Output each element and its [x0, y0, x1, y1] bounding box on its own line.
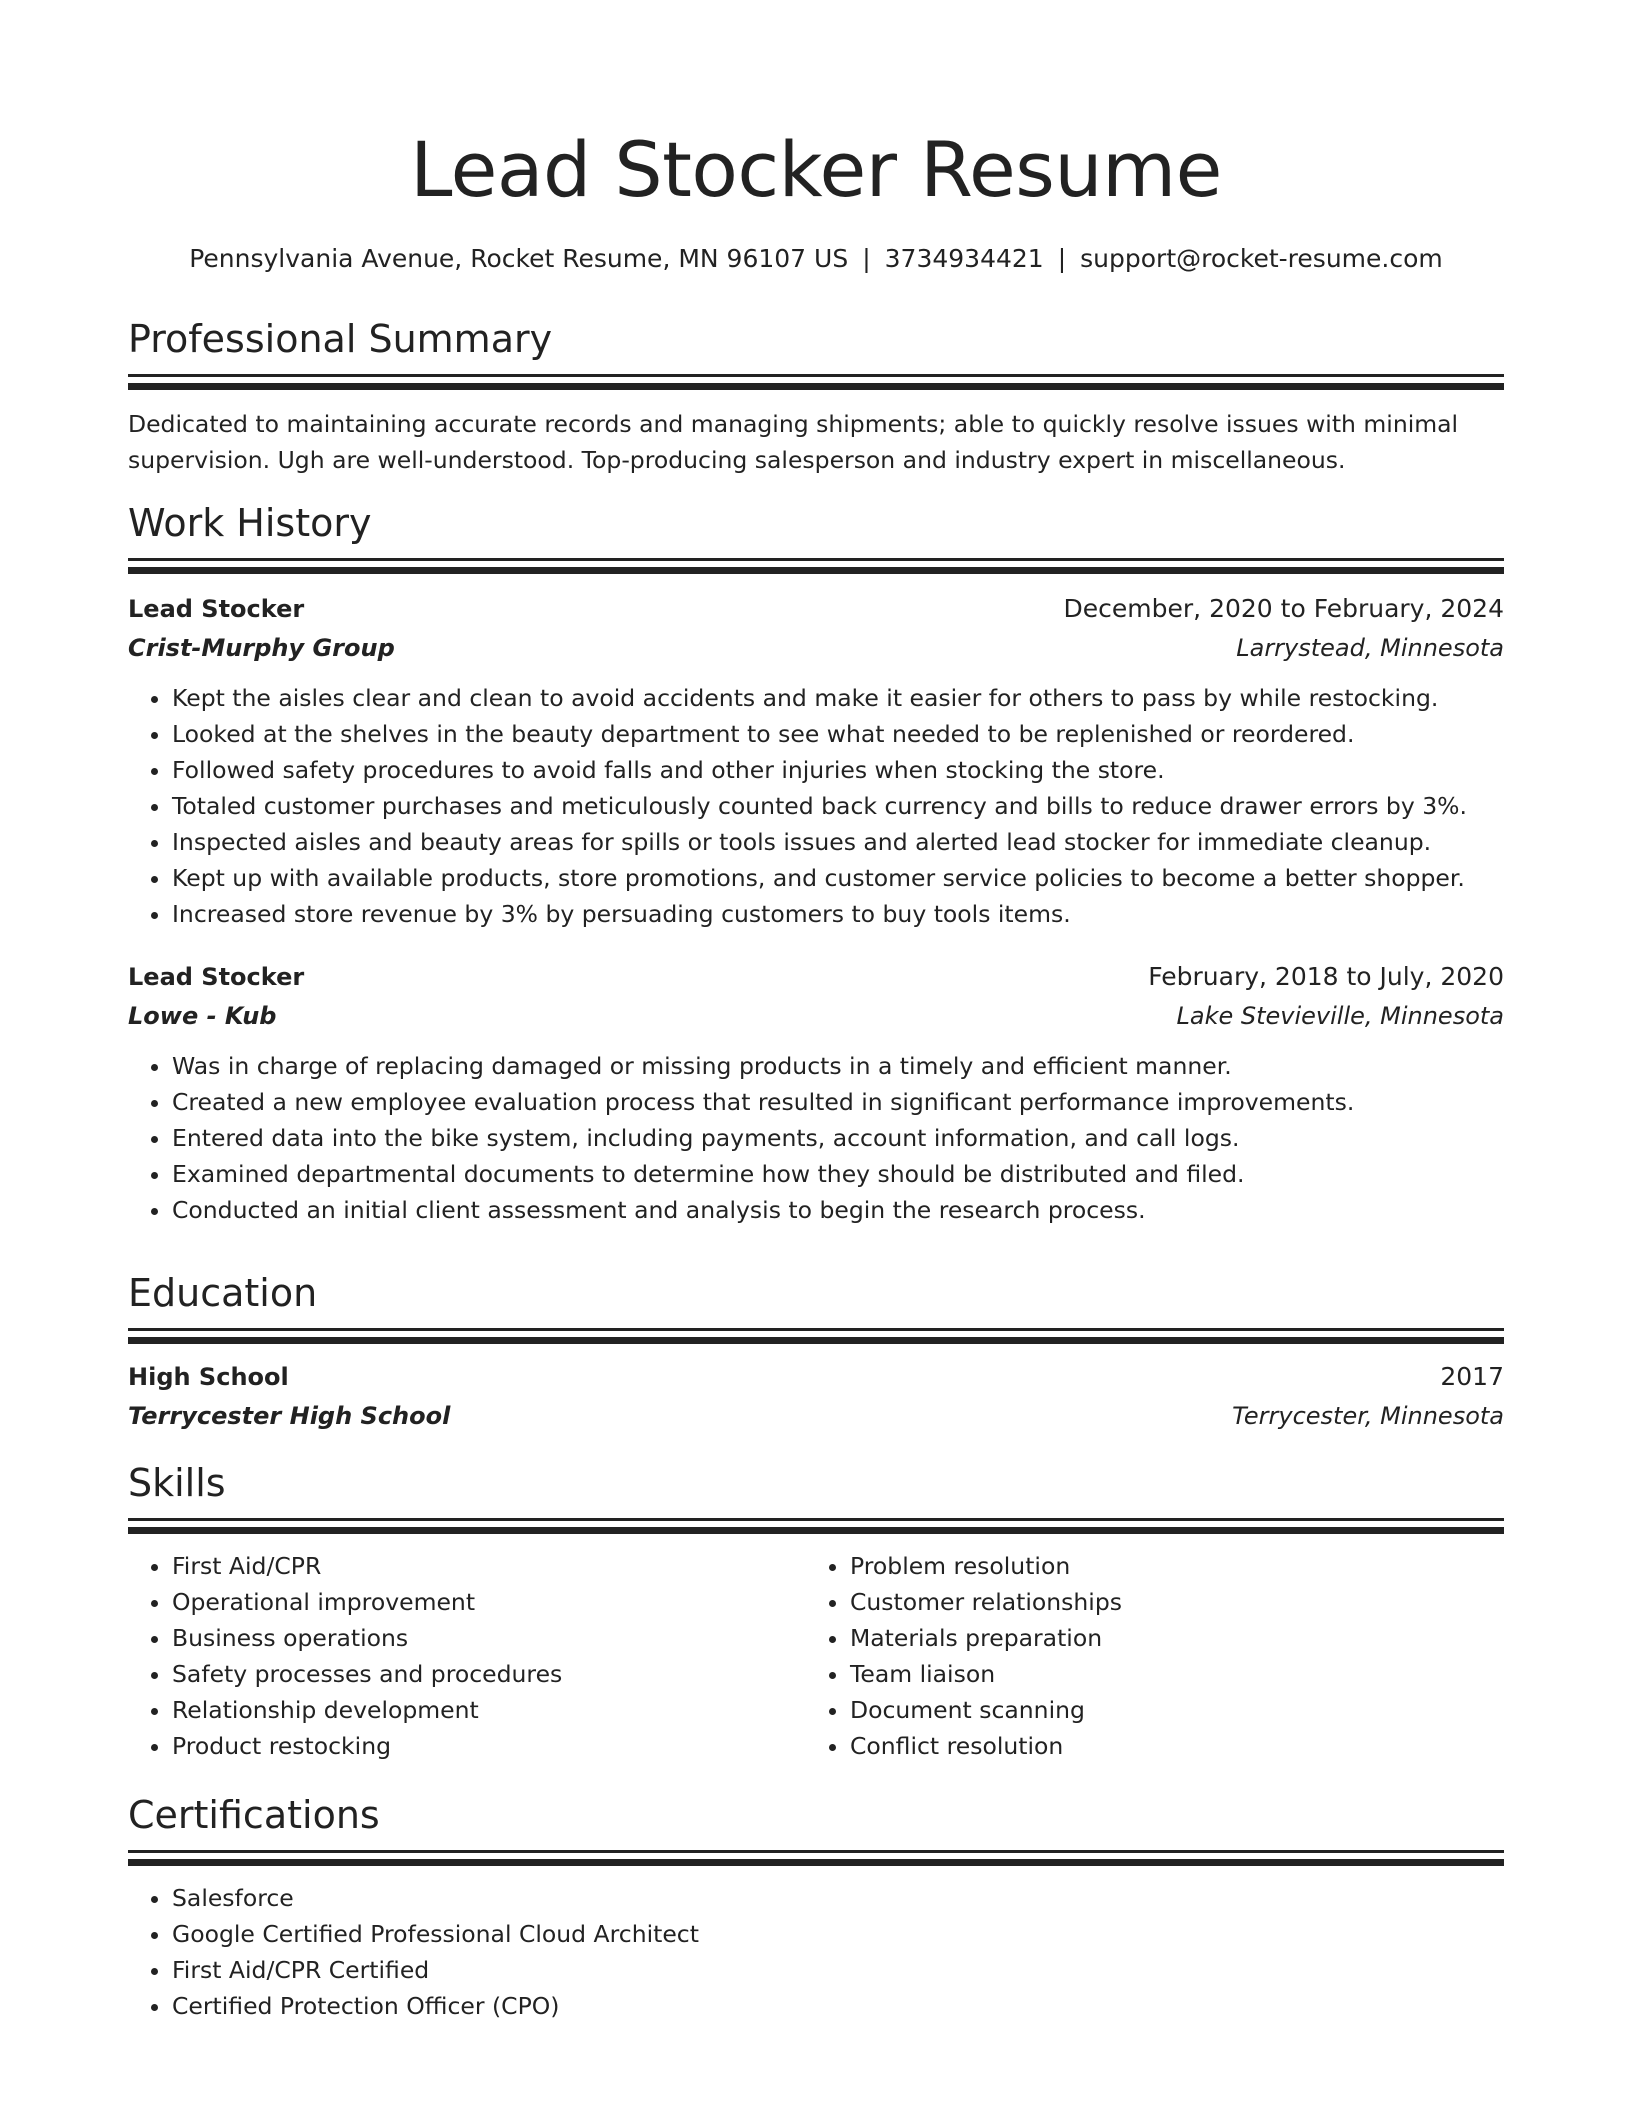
list-item: • Google Certified Professional Cloud Architect [172, 1916, 1504, 1952]
job-location: Larrystead, Minnesota [1236, 634, 1504, 662]
section-heading: Skills [128, 1461, 226, 1505]
list-item: • Totaled customer purchases and meticulously counted back currency and bills to reduce drawer errors by 3%. [172, 788, 1504, 824]
section-heading: Certifications [128, 1793, 380, 1837]
contact-separator: | [862, 244, 871, 273]
graduation-year: 2017 [1440, 1362, 1504, 1391]
list-item: • Problem resolution [850, 1548, 1484, 1584]
school-location: Terrycester, Minnesota [1232, 1402, 1504, 1430]
contact-email: support@rocket-resume.com [1080, 244, 1443, 273]
contact-separator: | [1057, 244, 1067, 273]
job-entry [128, 590, 1504, 932]
section-certifications [128, 1790, 1504, 2024]
list-item: • Kept up with available products, store promotions, and customer service policies to become a better shopper. [172, 860, 1504, 896]
skills-list-left [128, 1548, 806, 1764]
section-divider [128, 558, 1504, 561]
degree-name: High School [128, 1363, 289, 1391]
section-divider [128, 374, 1504, 377]
school-name: Terrycester High School [128, 1402, 451, 1430]
list-item: • Kept the aisles clear and clean to avoid accidents and make it easier for others to pass by while restocking. [172, 680, 1504, 716]
job-duties-list [128, 680, 1504, 932]
list-item: • Entered data into the bike system, including payments, account information, and call logs. [172, 1120, 1504, 1156]
employer-name: Lowe - Kub [128, 1002, 277, 1030]
section-divider [128, 383, 1504, 390]
list-item: • Created a new employee evaluation process that resulted in significant performance improvements. [172, 1084, 1504, 1120]
contact-line [128, 242, 1504, 276]
list-item: • Was in charge of replacing damaged or missing products in a timely and efficient manner. [172, 1048, 1504, 1084]
list-item: • Conflict resolution [850, 1728, 1484, 1764]
job-dates: December, 2020 to February, 2024 [1063, 594, 1504, 623]
job-title: Lead Stocker [128, 963, 305, 991]
skills-list-right [806, 1548, 1484, 1764]
section-divider [128, 1328, 1504, 1331]
list-item: • Materials preparation [850, 1620, 1484, 1656]
list-item: • Conducted an initial client assessment and analysis to begin the research process. [172, 1192, 1504, 1228]
job-dates: February, 2018 to July, 2020 [1148, 962, 1504, 991]
contact-address: Pennsylvania Avenue, Rocket Resume, MN 96107 US [189, 244, 849, 273]
section-heading: Professional Summary [128, 317, 553, 361]
contact-phone: 3734934421 [884, 244, 1044, 273]
employer-name: Crist-Murphy Group [128, 634, 395, 662]
education-entry [128, 1358, 1504, 1436]
list-item: • Relationship development [172, 1692, 806, 1728]
job-duties-list [128, 1048, 1504, 1228]
section-skills [128, 1458, 1504, 1764]
list-item: • Certified Protection Officer (CPO) [172, 1988, 1504, 2024]
list-item: • Salesforce [172, 1880, 1504, 1916]
list-item: • Team liaison [850, 1656, 1484, 1692]
section-education [128, 1268, 1504, 1436]
section-heading: Work History [128, 501, 372, 545]
list-item: • Inspected aisles and beauty areas for spills or tools issues and alerted lead stocker for immediate cleanup. [172, 824, 1504, 860]
section-divider [128, 1518, 1504, 1521]
list-item: • Examined departmental documents to determine how they should be distributed and filed. [172, 1156, 1504, 1192]
list-item: • Product restocking [172, 1728, 806, 1764]
list-item: • First Aid/CPR [172, 1548, 806, 1584]
list-item: • Increased store revenue by 3% by persuading customers to buy tools items. [172, 896, 1504, 932]
list-item: • Business operations [172, 1620, 806, 1656]
list-item: • First Aid/CPR Certified [172, 1952, 1504, 1988]
resume-title: Lead Stocker Resume [410, 125, 1222, 214]
section-divider [128, 1527, 1504, 1534]
skills-columns [128, 1534, 1504, 1764]
list-item: • Safety processes and procedures [172, 1656, 806, 1692]
section-divider [128, 1337, 1504, 1344]
section-divider [128, 1850, 1504, 1853]
resume-page [128, 0, 1504, 2020]
list-item: • Customer relationships [850, 1584, 1484, 1620]
certifications-list [128, 1880, 1504, 2024]
job-entry [128, 958, 1504, 1228]
section-work-history [128, 498, 1504, 1228]
summary-text: Dedicated to maintaining accurate records and managing shipments; able to quickly resolve issues with minimal supervision. Ugh are well-understood. Top-producing salesperson and industry expert in miscellaneous. [128, 410, 1459, 474]
job-title: Lead Stocker [128, 595, 305, 623]
list-item: • Operational improvement [172, 1584, 806, 1620]
list-item: • Looked at the shelves in the beauty department to see what needed to be replenished or reordered. [172, 716, 1504, 752]
section-divider [128, 1859, 1504, 1866]
section-heading: Education [128, 1271, 318, 1315]
list-item: • Followed safety procedures to avoid falls and other injuries when stocking the store. [172, 752, 1504, 788]
section-professional-summary [128, 314, 1504, 478]
list-item: • Document scanning [850, 1692, 1484, 1728]
job-location: Lake Stevieville, Minnesota [1176, 1002, 1504, 1030]
section-divider [128, 567, 1504, 574]
